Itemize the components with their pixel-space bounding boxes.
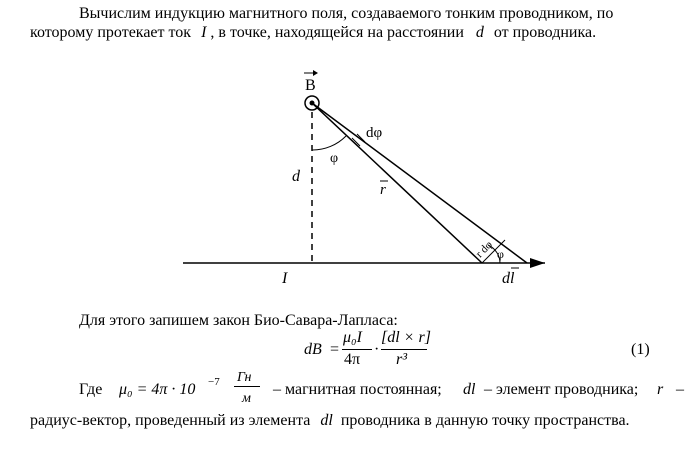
- mu0-definition: μ₀ = 4π · 10: [119, 381, 196, 398]
- intro-text-2b: , в точке, находящейся на расстоянии: [210, 24, 464, 41]
- where-rest-3: –: [676, 381, 684, 398]
- where-rest-1: – магнитная постоянная;: [273, 381, 442, 398]
- where-rest-2: – элемент проводника;: [484, 381, 639, 398]
- ray-r-2: [312, 103, 527, 263]
- where-line2-dl: dl: [320, 412, 333, 429]
- where-line-2: [30, 411, 630, 431]
- intro-text-1: Вычислим индукцию магнитного поля, создаваемого тонким проводником, по: [79, 5, 614, 22]
- label-phi-small: φ: [497, 247, 504, 261]
- ray-r-1: [312, 103, 482, 263]
- label-I: I: [282, 270, 288, 287]
- where-gde: Где: [79, 381, 103, 398]
- where-line2-b: проводника в данную точку пространства.: [340, 412, 630, 429]
- where-r: r: [657, 381, 664, 398]
- formula-4pi: 4π: [344, 351, 361, 368]
- label-d: d: [292, 168, 300, 185]
- label-dphi: dφ: [366, 125, 383, 141]
- current-symbol: I: [201, 24, 207, 41]
- formula-mu0I: μ₀I: [343, 329, 362, 346]
- unit-numerator: Гн: [237, 370, 252, 385]
- label-B: B: [305, 77, 316, 94]
- formula-dot: ·: [374, 341, 380, 358]
- intro-text-2a: которому протекает ток: [30, 24, 192, 41]
- intro-text-2c: от проводника.: [493, 24, 597, 41]
- where-line2-a: радиус-вектор, проведенный из элемента: [30, 412, 311, 429]
- unit-fraction-bar: [234, 386, 260, 387]
- label-r-dphi: r dφ: [473, 238, 496, 261]
- law-intro-text: Для этого запишем закон Био-Савара-Лапласа:: [79, 312, 398, 329]
- phi-arc: [312, 136, 346, 150]
- formula-cross: [dl × r]: [381, 329, 431, 346]
- formula-r3: r³: [396, 351, 408, 368]
- formula-lhs: dB: [304, 341, 322, 358]
- label-phi: φ: [330, 151, 339, 166]
- where-dl: dl: [463, 381, 476, 398]
- formula-eq: =: [330, 341, 340, 358]
- label-dl: dl: [502, 270, 515, 287]
- unit-denominator: м: [242, 391, 251, 406]
- distance-symbol: d: [475, 24, 484, 41]
- equation-number: (1): [631, 341, 650, 358]
- mu0-exponent: −7: [208, 376, 220, 388]
- conductor-arrow: [530, 258, 545, 268]
- label-r: r: [380, 182, 386, 198]
- B-vector-arrowhead: [313, 70, 318, 76]
